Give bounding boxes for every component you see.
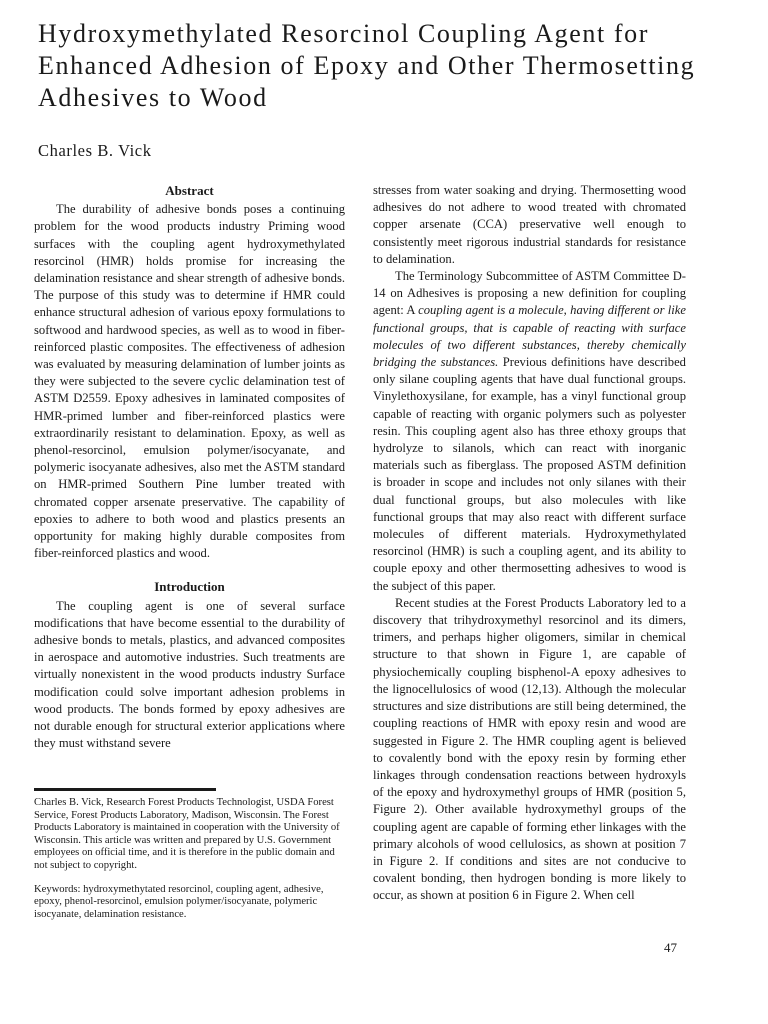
intro-paragraph-1-continued: stresses from water soaking and drying. Thermosetting wood adhesives do not adhere to wood treated with chromated copper arsenate (CCA) preservative well enough to consistently meet rigorous industrial standards for resistance to delamination. [373,183,686,266]
abstract-heading: Abstract [165,183,214,198]
page-number: 47 [664,940,677,955]
footnote [34,797,345,921]
coupling-agent-definition: coupling agent is a molecule, having different or like functional groups, that is capable of reacting with surface molecules of two different substances, thereby chemically bridging the substances. [373,303,686,370]
intro-paragraph-1: The coupling agent is one of several surface modifications that have become essential to the durability of adhesive bonds to metals, plastics, and advanced composites in aerospace and automotive industries. Such treatments are virtually nonexistent in the wood products industry Surface modification could solve important adhesion problems in wood products. The bonds formed by epoxy adhesives are not durable enough for structural exterior applications where they must withstand severe [34,598,345,751]
footnote-divider [34,788,216,791]
right-column [373,182,686,905]
author-affiliation-note: Charles B. Vick, Research Forest Products Technologist, USDA Forest Service, Forest Products Laboratory, Madison, Wisconsin. The Forest Products Laboratory is maintained in cooperation with the University of Wisconsin. This article was written and prepared by U.S. Government employees on official time, and it is therefore in the public domain and not subject to copyright. [34,797,340,871]
introduction-heading: Introduction [154,579,225,595]
left-column [34,182,345,753]
paragraph-2-lead: The Terminology Subcommittee of ASTM Committee D-14 on Adhesives is proposing a new definition for coupling agent: A [373,269,686,318]
article-title: Hydroxymethylated Resorcinol Coupling Agent for Enhanced Adhesion of Epoxy and Other Thermosetting Adhesives to Wood [38,19,696,112]
intro-paragraph-3: Recent studies at the Forest Products Laboratory led to a discovery that trihydroxymethyl resorcinol and its dimers, trimers, and perhaps higher oligomers, similar in chemical structure to that shown in Figure 1, are capable of physiochemically coupling bisphenol-A epoxy adhesives to the lignocellulosics of wood (12,13). Although the molecular structures and size distributions are still being determined, the coupling reactions of HMR with epoxy resin and wood are suggested in Figure 2. The HMR coupling agent is believed to covalently bond with the epoxy resin by forming ether linkages through condensation reactions between hydroxyls of the epoxy and hydroxymethyl groups of HMR (position 5, Figure 2). Other available hydroxymethyl groups of the coupling agent are capable of forming ether linkages with the primary alcohols of wood cellulosics, as shown at position 7 in Figure 2. If conditions and sites are not conducive to covalent bonding, then hydrogen bonding is more likely to occur, as shown at position 6 in Figure 2. When cell [373,595,686,903]
abstract-text: The durability of adhesive bonds poses a continuing problem for the wood products industry Priming wood surfaces with the coupling agent hydroxymethylated resorcinol (HMR) holds promise for increasing the delamination resistance and shear strength of adhesive bonds. The purpose of this study was to determine if HMR could enhance structural adhesion of various epoxy formulations to softwood and hardwood species, as well as to wood in fiber-reinforced plastic composites. The effectiveness of adhesion was evaluated by measuring delamination of lumber joints as they were subjected to the severe cyclic delamination test of ASTM D2559. Epoxy adhesives in laminated composites of HMR-primed lumber and fiber-reinforced plastics were extraordinarily resistant to delamination. Epoxy, as well as phenol-resorcinol, emulsion polymer/isocyanate, and polymeric isocyanate adhesives, also met the ASTM standard on HMR-primed Southern Pine lumber treated with chromated copper arsenate preservative. The capability of epoxies to adhere to both wood and plastics presents an opportunity for making highly durable composites from fiber-reinforced plastics and wood. [34,202,345,561]
intro-paragraph-2 [373,268,686,595]
author-name: Charles B. Vick [38,141,152,160]
paragraph-2-rest: Previous definitions have described only silane coupling agents that have dual functional groups. Vinylethoxysilane, for example, has a vinyl functional group capable of reacting with organic polymers such as polyester resin. This coupling agent also has three ethoxy groups that hydrolyze to silanols, which can react with inorganic materials such as fiberglass. The proposed ASTM definition is broader in scope and includes not only silanes with their dual functional groups, but also molecules with like functional groups that may also react with different surface molecules of different materials. Hydroxymethylated resorcinol (HMR) is such a coupling agent, and its ability to couple epoxy and other thermosetting adhesives to wood is the subject of this paper. [373,355,686,593]
keywords: Keywords: hydroxymethytated resorcinol, coupling agent, adhesive, epoxy, phenol-resorcinol, emulsion polymer/isocyanate, polymeric isocyanate, delamination resistance. [34,883,324,920]
